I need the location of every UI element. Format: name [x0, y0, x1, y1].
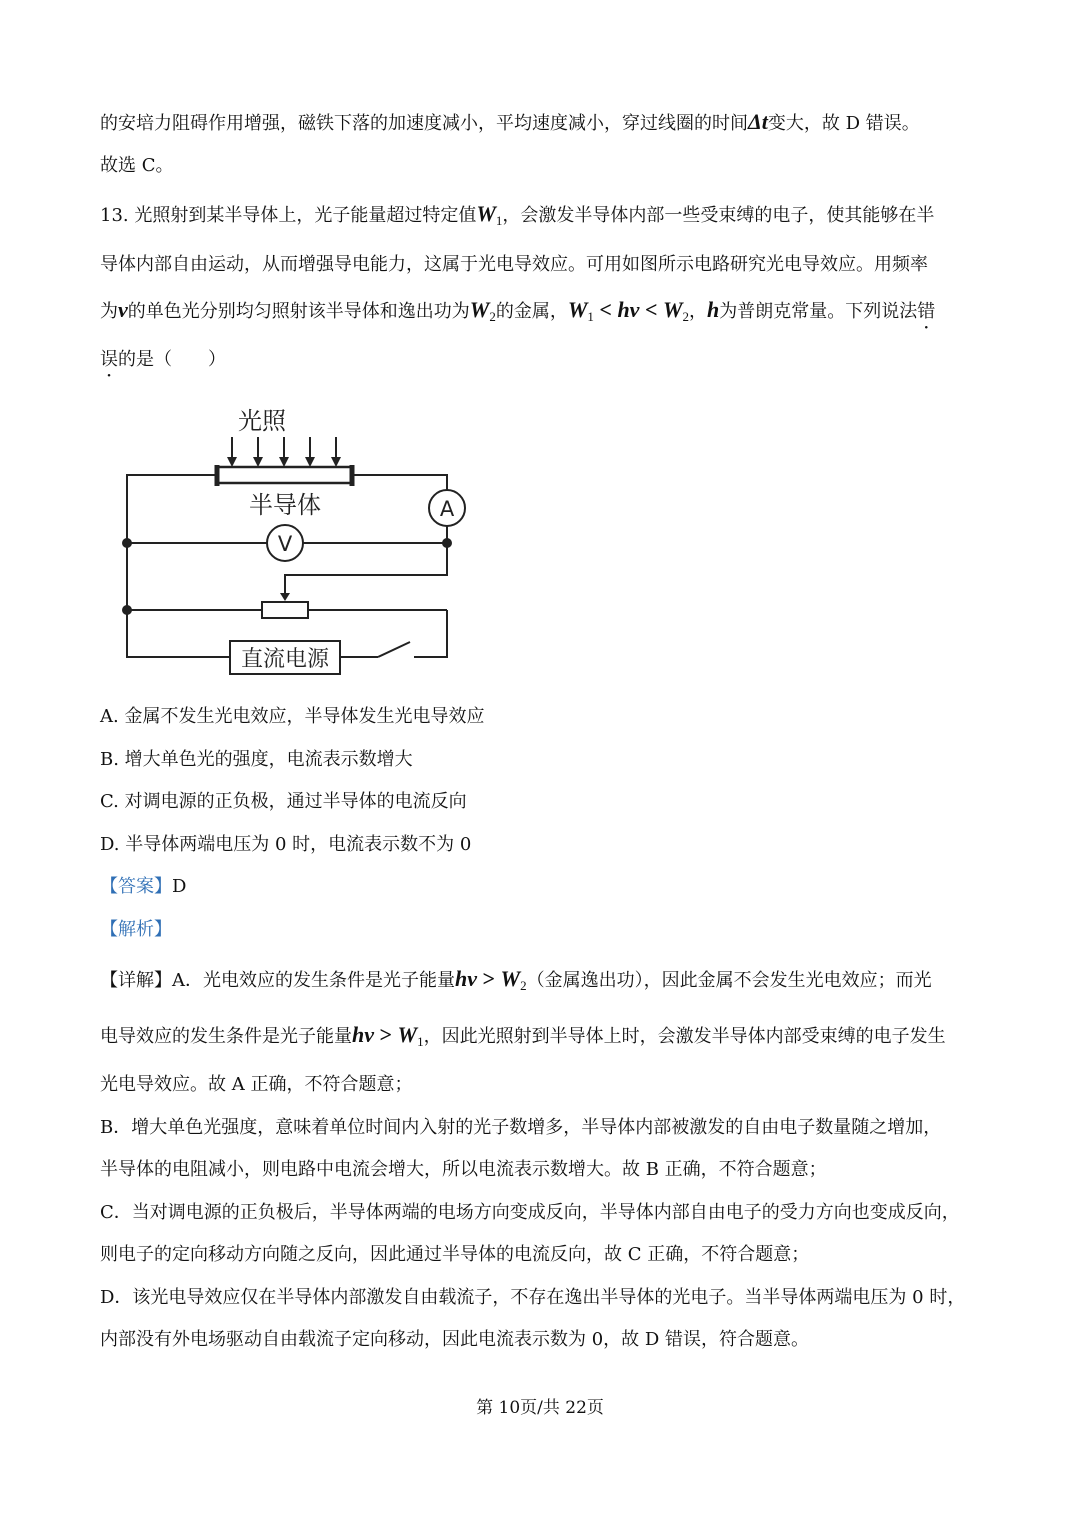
math-hnu-gt-W1: $h\nu > W_1$ — [352, 1022, 424, 1049]
semiconductor-element — [217, 467, 352, 483]
question-line: 为ν的单色光分别均匀照射该半导体和逸出功为$W_2$的金属，$W_1 < h\nu < W_2$，h为普朗克常量。下列说法错 — [100, 297, 936, 324]
option-b: B. 增大单色光的强度，电流表示数增大 — [100, 749, 413, 770]
analysis-tag: 【解析】 — [100, 919, 172, 940]
light-label: 光照 — [238, 407, 286, 435]
math-W1: $W_1$ — [476, 201, 503, 228]
analysis-line — [100, 918, 172, 942]
answer-tag: 【答案】 — [100, 876, 172, 897]
emphasis-char: 误 — [100, 349, 118, 370]
question-line — [100, 202, 934, 233]
math-symbol: Δt — [748, 109, 768, 134]
text-span: ，会激发半导体内部一些受束缚的电子，使其能够在半 — [502, 205, 935, 226]
rheostat — [262, 602, 308, 618]
detail-line: 半导体的电阻减小，则电路中电流会增大，所以电流表示数增大。故 B 正确，不符合题意； — [100, 1159, 827, 1180]
question-line: 误的是（ ） — [100, 349, 226, 370]
question-line: 导体内部自由运动，从而增强导电能力，这属于光电导效应。可用如图所示电路研究光电导效应。用频率 — [100, 254, 928, 275]
answer-value: D — [172, 876, 187, 897]
detail-line: 【详解】A．光电效应的发生条件是光子能量$h\nu > W_2$（金属逸出功），因此金属不会发生光电效应；而光 — [100, 966, 932, 993]
option-c: C. 对调电源的正负极，通过半导体的电流反向 — [100, 791, 467, 812]
detail-line: 内部没有外电场驱动自由载流子定向移动，因此电流表示数为 0，故 D 错误，符合题意。 — [100, 1329, 810, 1350]
option-a: A. 金属不发生光电效应，半导体发生光电导效应 — [100, 706, 485, 727]
text-span: 变大，故 D 错误。 — [767, 113, 920, 134]
detail-line: D．该光电导效应仅在半导体内部激发自由载流子，不存在逸出半导体的光电子。当半导体两端电压为 0 时， — [100, 1287, 966, 1308]
text-span: 13. 光照射到某半导体上，光子能量超过特定值 — [100, 205, 477, 226]
detail-line: 电导效应的发生条件是光子能量$h\nu > W_1$，因此光照射到半导体上时，会激发半导体内部受束缚的电子发生 — [100, 1022, 946, 1049]
math-hnu-gt-W2: $h\nu > W_2$ — [455, 966, 527, 993]
math-W2: $W_2$ — [469, 297, 496, 324]
circuit-diagram — [110, 395, 470, 680]
detail-tag: 【详解】 — [100, 970, 172, 991]
semiconductor-label: 半导体 — [249, 491, 321, 519]
page-footer: 第 10页/共 22页 — [476, 1398, 604, 1418]
text-span: 的安培力阻碍作用增强，磁铁下落的加速度减小，平均速度减小，穿过线圈的时间 — [100, 113, 748, 134]
detail-line: C．当对调电源的正负极后，半导体两端的电场方向变成反向，半导体内部自由电子的受力方向也变成反向， — [100, 1202, 960, 1223]
light-arrows — [227, 437, 341, 467]
math-inequality: $W_1 < h\nu < W_2$ — [567, 297, 690, 324]
detail-line: B．增大单色光强度，意味着单位时间内入射的光子数增多，半导体内部被激发的自由电子数量随之增加， — [100, 1117, 942, 1138]
text-line: 故选 C。 — [100, 155, 174, 176]
detail-line: 光电导效应。故 A 正确，不符合题意； — [100, 1074, 413, 1095]
math-nu: ν — [118, 297, 128, 322]
option-d: D. 半导体两端电压为 0 时，电流表示数不为 0 — [100, 834, 472, 855]
answer-line — [100, 875, 186, 899]
emphasis-char: 错 — [917, 301, 936, 322]
text-line — [100, 110, 920, 136]
math-h: h — [707, 297, 720, 322]
voltmeter-label: V — [277, 532, 293, 556]
switch — [378, 642, 410, 657]
power-label: 直流电源 — [240, 647, 330, 672]
ammeter-label: A — [439, 497, 455, 521]
detail-line: 则电子的定向移动方向随之反向，因此通过半导体的电流反向，故 C 正确，不符合题意； — [100, 1244, 810, 1265]
